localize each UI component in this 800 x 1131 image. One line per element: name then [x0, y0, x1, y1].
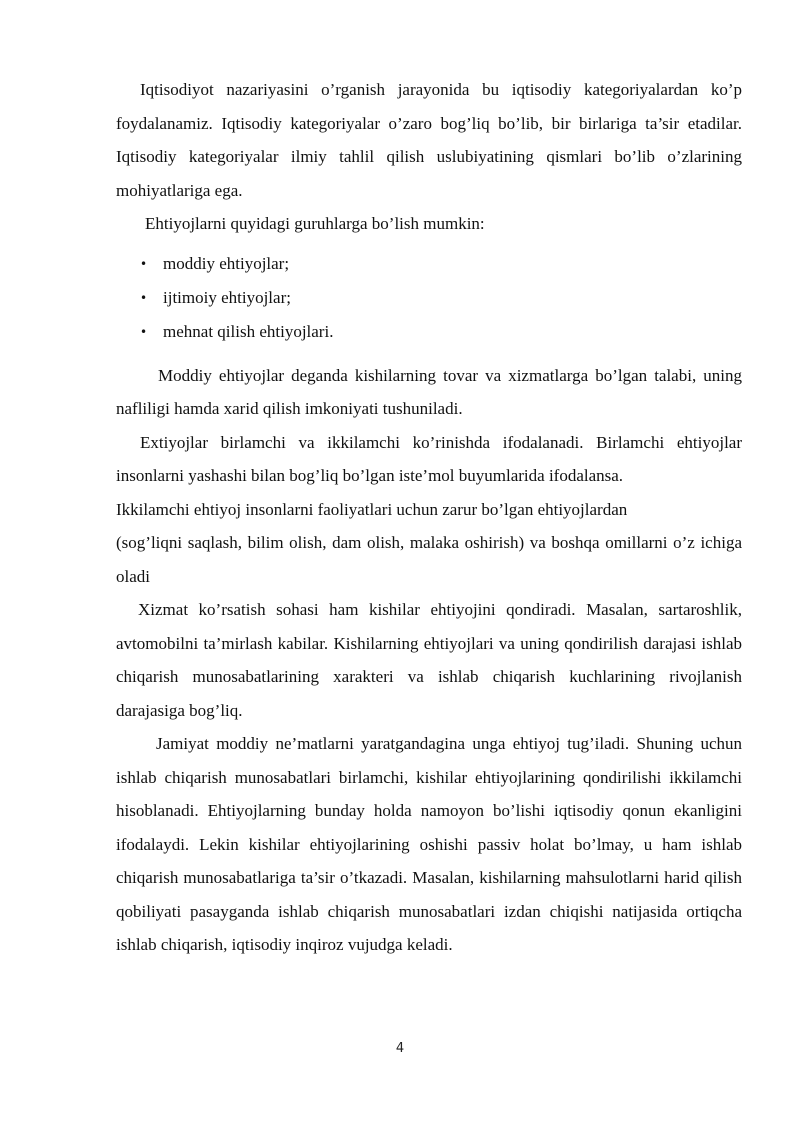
- list-item-text: moddiy ehtiyojlar;: [163, 253, 290, 273]
- paragraph-categories: Iqtisodiyot nazariyasini o’rganish jarayonida bu iqtisodiy kategoriyalardan ko’p foydalanamiz. Iqtisodiy kategoriyalar o’zaro bog’liq bo’lib, bir birlariga ta’sir etadilar. Iqtisodiy kategoriyalar ilmiy tahlil qilish uslubiyatining qismlari bo’lib o’zlarining mohiyatlariga ega.: [116, 80, 742, 200]
- paragraph-secondary-needs-details: (sog’liqni saqlash, bilim olish, dam olish, malaka oshirish) va boshqa omillarni o’z ichiga oladi: [116, 533, 742, 586]
- list-item-text: mehnat qilish ehtiyojlari.: [163, 321, 334, 341]
- paragraph-material-needs: Moddiy ehtiyojlar deganda kishilarning tovar va xizmatlarga bo’lgan talabi, uning nafliligi hamda xarid qilish imkoniyati tushuniladi.: [116, 365, 742, 418]
- list-item-text: ijtimoiy ehtiyojlar;: [163, 287, 291, 307]
- page-number: 4: [395, 1041, 405, 1056]
- paragraph-society-needs: Jamiyat moddiy ne’matlarni yaratgandagina unga ehtiyoj tug’iladi. Shuning uchun ishlab chiqarish munosabatlari birlamchi, kishilar ehtiyojlarining qondirilishi ikkilamchi hisoblanadi. Ehtiyojlarning bunday holda namoyon bo’lishi iqtisodiy qonun ekanligini ifodalaydi. Lekin kishilar ehtiyojlarining oshishi passiv holat bo’lmay, u ham ishlab chiqarish munosabatlariga ta’sir o’tkazadi. Masalan, kishilarning mahsulotlarni harid qilish qobiliyati pasayganda ishlab chiqarish munosabatlari izdan chiqishi natijasida ortiqcha ishlab chiqarish, iqtisodiy inqiroz vujudga keladi.: [116, 734, 742, 954]
- paragraph-secondary-needs-line: Ikkilamchi ehtiyoj insonlarni faoliyatlari uchun zarur bo’lgan ehtiyojlardan: [116, 499, 628, 519]
- paragraph-services: Xizmat ko’rsatish sohasi ham kishilar ehtiyojini qondiradi. Masalan, sartaroshlik, avtomobilni ta’mirlash kabilar. Kishilarning ehtiyojlari va uning qondirilish darajasi ishlab chiqarish munosabatlarining xarakteri va ishlab chiqarish kuchlarining rivojlanish darajasiga bog’liq.: [116, 600, 742, 720]
- bullet-icon: •: [140, 256, 148, 271]
- paragraph-primary-secondary-needs: Extiyojlar birlamchi va ikkilamchi ko’rinishda ifodalanadi. Birlamchi ehtiyojlar insonlarni yashashi bilan bog’liq bo’lgan iste’mol buyumlarida ifodalansa.: [116, 432, 742, 485]
- bullet-icon: •: [140, 290, 148, 305]
- bullet-icon: •: [140, 324, 148, 339]
- list-item: [116, 315, 742, 349]
- document-page: [116, 73, 742, 962]
- needs-bullet-list: [116, 247, 742, 349]
- list-item: [116, 247, 742, 281]
- paragraph-needs-groups-intro: Ehtiyojlarni quyidagi guruhlarga bo’lish mumkin:: [145, 214, 485, 233]
- spacer: [116, 349, 742, 359]
- list-item: [116, 281, 742, 315]
